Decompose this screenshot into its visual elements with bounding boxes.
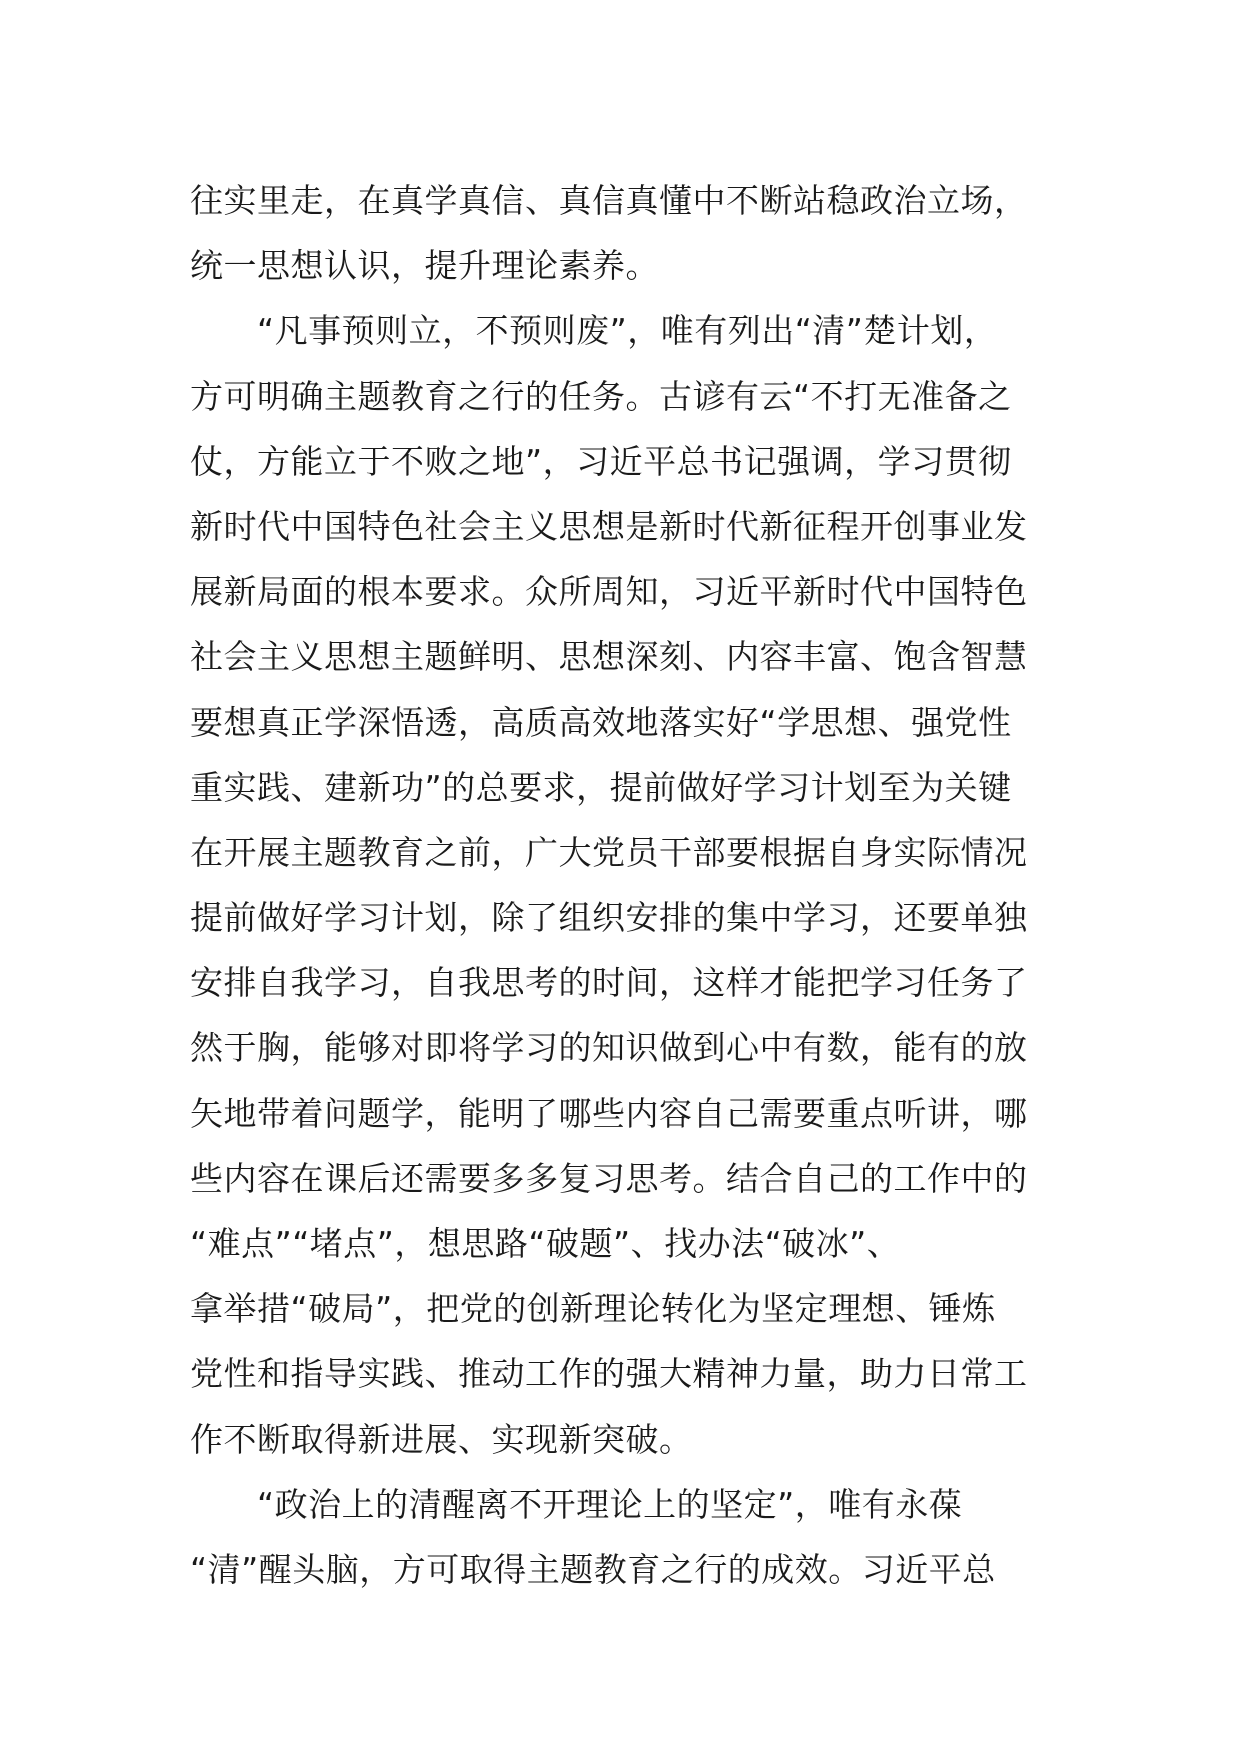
text-line: 提前做好学习计划，除了组织安排的集中学习，还要单独 [190,898,1028,938]
body-text [190,168,1060,1602]
text-line: “凡事预则立，不预则废”，唯有列出“清”楚计划， [190,311,998,351]
text-line: 统一思想认识，提升理论素养。 [190,246,659,286]
text-line: 安排自我学习，自我思考的时间，这样才能把学习任务了 [190,963,1028,1003]
text-line: 仗，方能立于不败之地”，习近平总书记强调，学习贯彻 [190,441,1012,481]
text-line: 然于胸，能够对即将学习的知识做到心中有数，能有的放 [190,1028,1028,1068]
text-line: 作不断取得新进展、实现新突破。 [190,1419,693,1459]
text-line: “清”醒头脑，方可取得主题教育之行的成效。习近平总 [190,1549,996,1589]
text-line: 社会主义思想主题鲜明、思想深刻、内容丰富、饱含智慧 [190,637,1028,677]
text-line: “政治上的清醒离不开理论上的坚定”，唯有永葆 [190,1484,963,1524]
text-line: 矢地带着问题学，能明了哪些内容自己需要重点听讲，哪 [190,1093,1028,1133]
text-line: 拿举措“破局”，把党的创新理论转化为坚定理想、锤炼 [190,1289,996,1329]
text-line: 在开展主题教育之前，广大党员干部要根据自身实际情况 [190,832,1028,872]
text-line: “难点”“堵点”，想思路“破题”、找办法“破冰”、 [190,1224,901,1263]
text-line: 方可明确主题教育之行的任务。古谚有云“不打无准备之 [190,376,1012,416]
text-line: 党性和指导实践、推动工作的强大精神力量，助力日常工 [190,1354,1028,1394]
text-line: 展新局面的根本要求。众所周知，习近平新时代中国特色 [190,572,1028,612]
text-line: 重实践、建新功”的总要求，提前做好学习计划至为关键 [190,767,1012,807]
text-line: 往实里走，在真学真信、真信真懂中不断站稳政治立场， [190,181,1028,220]
text-line: 要想真正学深悟透，高质高效地落实好“学思想、强党性 [190,702,1012,742]
text-line: 些内容在课后还需要多多复习思考。结合自己的工作中的 [190,1158,1028,1198]
text-line: 新时代中国特色社会主义思想是新时代新征程开创事业发 [190,506,1028,546]
